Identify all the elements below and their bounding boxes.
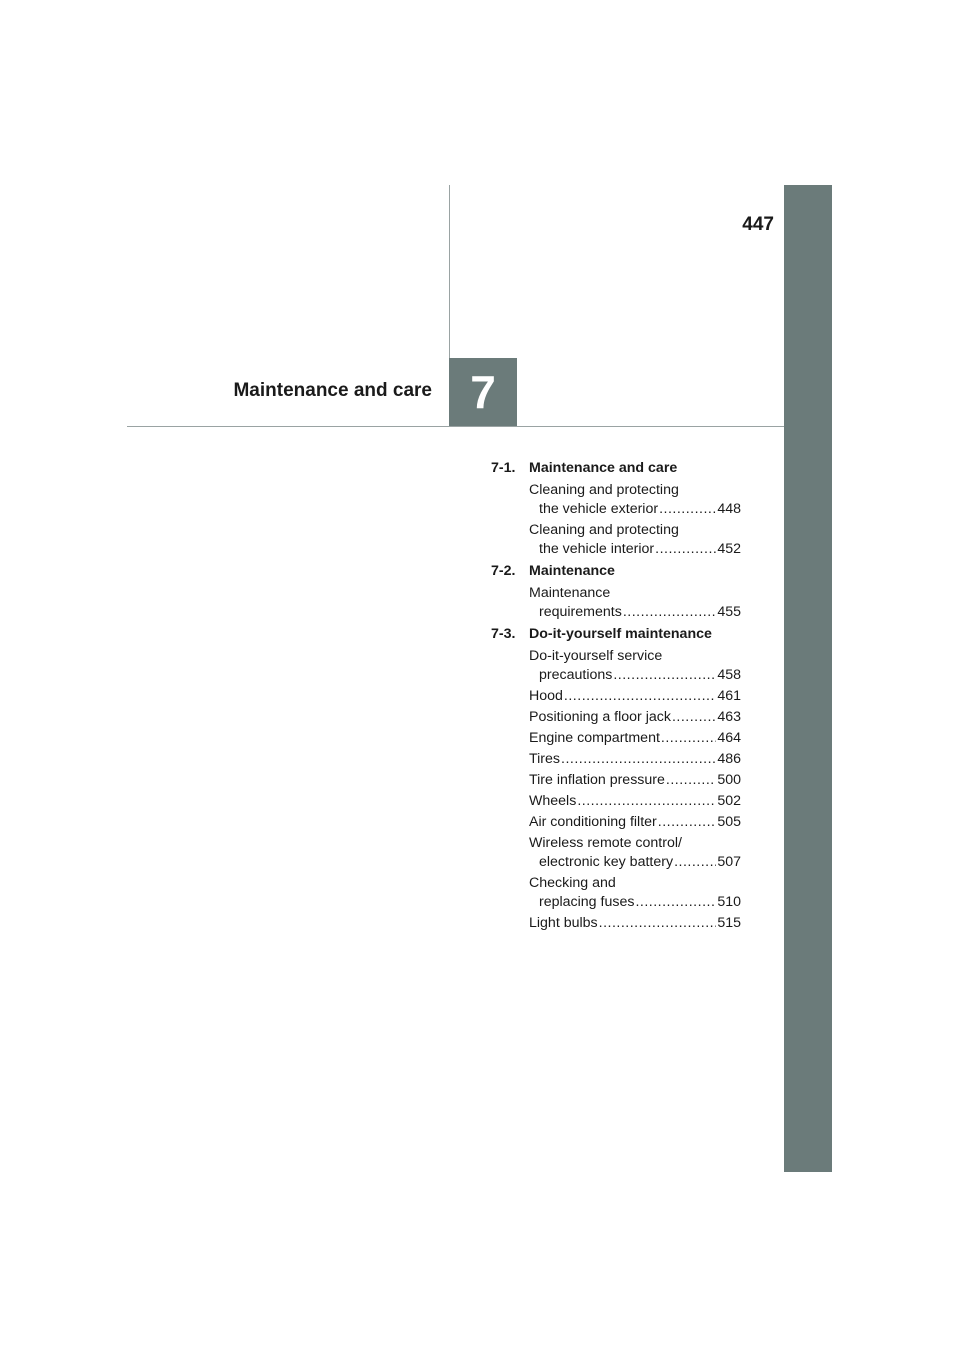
toc-entry[interactable]	[529, 647, 741, 685]
section-heading[interactable]	[491, 459, 741, 478]
entry-label: Tire inflation pressure	[529, 772, 665, 788]
toc-entry[interactable]	[529, 834, 741, 872]
section-title: Maintenance	[529, 563, 615, 579]
dot-leader	[613, 666, 716, 685]
section-heading[interactable]	[491, 562, 741, 581]
dot-leader	[599, 914, 717, 933]
section-number: 7-2.	[491, 563, 516, 579]
toc-entry[interactable]	[529, 914, 741, 933]
vertical-divider	[449, 185, 450, 358]
entry-label: the vehicle interior	[539, 541, 655, 557]
entry-page-number: 502	[717, 793, 741, 809]
toc-entry[interactable]	[529, 874, 741, 912]
entry-page-number: 455	[717, 604, 741, 620]
dot-leader	[577, 792, 716, 811]
entry-page-number: 500	[717, 772, 741, 788]
entry-label: Checking and	[529, 875, 616, 891]
section-number: 7-3.	[491, 626, 516, 642]
entry-label: Cleaning and protecting	[529, 482, 679, 498]
toc-section	[491, 562, 741, 622]
entry-label: Wireless remote control/	[529, 835, 682, 851]
horizontal-divider	[127, 426, 784, 427]
entry-page-number: 463	[717, 709, 741, 725]
entry-label: Tires	[529, 751, 561, 767]
toc-entry[interactable]	[529, 792, 741, 811]
entry-label: replacing fuses	[539, 894, 635, 910]
entry-label: Maintenance	[529, 585, 611, 601]
section-title: Maintenance and care	[529, 460, 678, 476]
toc-entry[interactable]	[529, 584, 741, 622]
entry-page-number: 448	[717, 501, 741, 517]
entry-label: electronic key battery	[539, 854, 674, 870]
entry-page-number: 505	[717, 814, 741, 830]
section-number: 7-1.	[491, 460, 516, 476]
section-title: Do-it-yourself maintenance	[529, 626, 712, 642]
chapter-title: Maintenance and care	[233, 380, 432, 401]
entry-label: Do-it-yourself service	[529, 648, 663, 664]
toc-entry[interactable]	[529, 750, 741, 769]
toc-entry[interactable]	[529, 729, 741, 748]
dot-leader	[564, 687, 716, 706]
entry-label: precautions	[539, 667, 613, 683]
toc-entry[interactable]	[529, 771, 741, 790]
dot-leader	[666, 771, 716, 790]
dot-leader	[635, 893, 716, 912]
dot-leader	[659, 500, 716, 519]
dot-leader	[658, 813, 717, 832]
toc-section	[491, 625, 741, 933]
page-number: 447	[742, 214, 774, 235]
entry-page-number: 507	[717, 854, 741, 870]
section-heading[interactable]	[491, 625, 741, 644]
toc-entry[interactable]	[529, 813, 741, 832]
table-of-contents	[491, 459, 741, 936]
entry-label: Light bulbs	[529, 915, 598, 931]
dot-leader	[655, 540, 716, 559]
entry-page-number: 515	[717, 915, 741, 931]
entry-page-number: 458	[717, 667, 741, 683]
toc-entry[interactable]	[529, 708, 741, 727]
chapter-number-box: 7	[449, 358, 517, 426]
entry-page-number: 510	[717, 894, 741, 910]
entry-page-number: 452	[717, 541, 741, 557]
toc-entry[interactable]	[529, 521, 741, 559]
dot-leader	[661, 729, 716, 748]
entry-label: requirements	[539, 604, 622, 620]
entry-label: the vehicle exterior	[539, 501, 659, 517]
chapter-side-tab	[784, 185, 832, 1172]
entry-label: Wheels	[529, 793, 577, 809]
entry-page-number: 486	[717, 751, 741, 767]
toc-entry[interactable]	[529, 481, 741, 519]
toc-section	[491, 459, 741, 559]
entry-label: Air conditioning filter	[529, 814, 657, 830]
entry-label: Engine compartment	[529, 730, 660, 746]
entry-label: Positioning a floor jack	[529, 709, 671, 725]
entry-page-number: 461	[717, 688, 741, 704]
entry-label: Hood	[529, 688, 563, 704]
dot-leader	[561, 750, 716, 769]
toc-entry[interactable]	[529, 687, 741, 706]
entry-label: Cleaning and protecting	[529, 522, 679, 538]
entry-page-number: 464	[717, 730, 741, 746]
dot-leader	[672, 708, 716, 727]
dot-leader	[674, 853, 716, 872]
dot-leader	[623, 603, 717, 622]
